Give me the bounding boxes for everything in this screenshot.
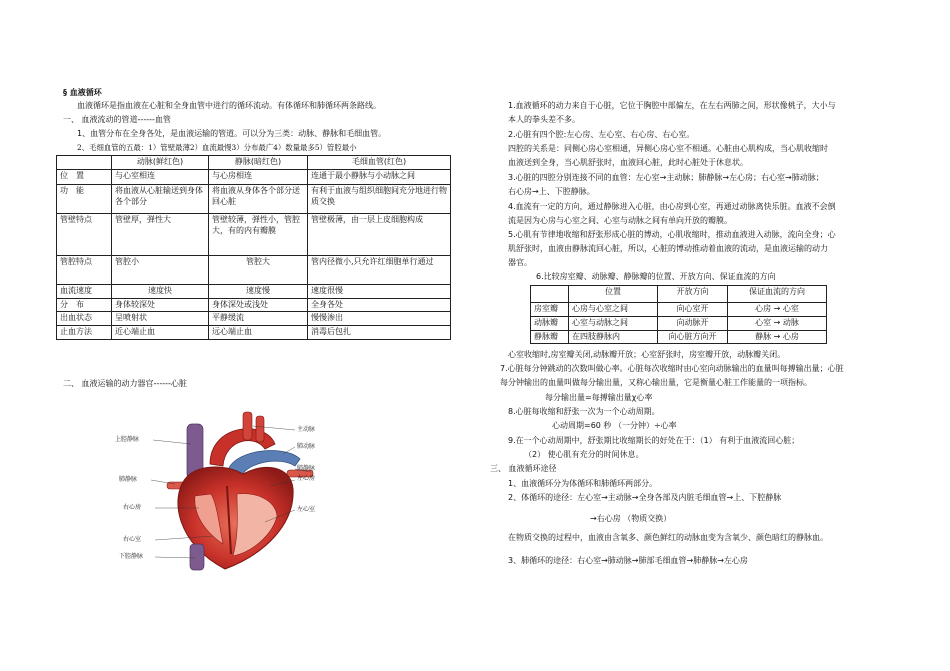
p10-paragraph: 8.心脏每收缩和舒张一次为一个心动周期。 [508,407,660,416]
p4-line2: 右心房→上、下腔静脉。 [508,187,595,196]
table-cell: 管腔特点 [57,255,112,284]
item1-paragraph: 1、血管分布在全身各处，是血液运输的管道。可以分为三类：动脉、静脉和毛细血管。 [77,129,387,138]
label-left-ventricle: 左心室 [297,506,316,513]
table-cell: 管壁特点 [57,213,112,255]
part1-heading: 一、 血液流动的管道------血管 [63,115,171,124]
p3-line2: 血液送到全身，当心肌舒张时，血液回心脏，此时心脏处于休息状。 [508,158,748,167]
table-cell: 动脉瓣 [531,316,569,330]
formula-cycle: 心动周期=60 秒 （一分钟）÷心率 [552,421,677,430]
table-cell: 管内径微小,只允许红细胞单行通过 [308,255,451,284]
table-header-cell: 静脉(暗红色) [209,156,308,170]
table-cell: 将血液从心脏输送到身体各个部分 [112,184,209,213]
label-pulmonary-vein-left: 肺静脉 [119,476,138,483]
table-cell: 向心室开 [658,303,728,317]
label-pulmonary-vein-right: 肺静脉 [297,465,316,472]
table-cell: 呈喷射状 [112,312,209,326]
p8-paragraph: 心室收缩时,房室瓣关闭,动脉瓣开放；心室舒张时，房室瓣开放，动脉瓣关闭。 [508,350,786,359]
label-right-ventricle: 右心室 [123,536,142,543]
table-cell: 管腔大 [209,255,308,284]
p6-line1: 5.心肌有节律地收缩和舒张形成心脏的博动，心肌收缩时，推动血液进入动脉，流向全身；心 [508,230,836,239]
table-cell: 房室瓣 [531,303,569,317]
table-cell: 慢慢渗出 [308,312,451,326]
table-cell: 向动脉开 [658,316,728,330]
table-cell: 身体较深处 [112,298,209,312]
p11-line2: （2） 使心肌有充分的时间休息。 [524,450,644,459]
table-cell: 管壁较薄，弹性小，管腔大，有的内有瓣膜 [209,213,308,255]
c1-paragraph: 1、血液循环分为体循环和肺循环两部分。 [508,479,658,488]
label-superior-vena-cava: 上腔静脉 [115,436,140,443]
section-title: § 血液循环 [63,88,102,97]
table-cell: 将血液从身体各个部分送回心脏 [209,184,308,213]
label-aorta: 主动脉 [297,426,316,433]
table-cell [531,286,569,303]
table-cell: 血流速度 [57,284,112,298]
part2-heading: 二、 血液运输的动力器官------心脏 [63,379,187,388]
table-row [531,316,827,330]
p1-line2: 本人的拳头差不多。 [508,115,580,124]
c2-continued: →右心房 （物质交换） [590,514,672,523]
table-cell: 与心房相连 [209,169,308,184]
vessel-table-header [57,156,451,170]
label-right-atrium: 右心房 [123,504,142,511]
table-cell: 位 置 [57,169,112,184]
table-cell: 管壁厚，弹性大 [112,213,209,255]
table-header-cell: 动脉(鲜红色) [112,156,209,170]
table-row [57,326,451,340]
table-row [57,298,451,312]
table-cell: 分 布 [57,298,112,312]
table-cell: 功 能 [57,184,112,213]
table-header-cell: 毛细血管(红色) [308,156,451,170]
table-cell: 全身各处 [308,298,451,312]
table-cell: 出血状态 [57,312,112,326]
table-cell [57,156,112,170]
table-cell: 向心脏方向开 [658,330,728,344]
table-cell: 心房 → 心室 [728,303,827,317]
intro-paragraph: 血液循环是指血液在心脏和全身血管中进行的循环流动。有体循环和肺循环两条路线。 [77,101,381,110]
c4-paragraph: 3、肺循环的途径：右心室→肺动脉→肺部毛细血管→肺静脉→左心房 [508,556,748,565]
label-pulmonary-artery: 肺动脉 [297,443,316,450]
table-cell: 管腔小 [112,255,209,284]
table-header-cell: 开放方向 [658,286,728,303]
valve-table [530,285,827,344]
formula-output: 每分输出量=每搏输出量χ心率 [545,393,653,402]
table-cell: 静脉瓣 [531,330,569,344]
label-inferior-vena-cava: 下腔静脉 [119,553,144,560]
table-cell: 在四肢静脉内 [569,330,658,344]
p11-line1: 9.在一个心动周期中，舒张期比收缩期长的好处在于：（1） 有利于血液流回心脏； [508,436,800,445]
table-row [57,169,451,184]
valve-table-header [531,286,827,303]
table-cell: 心房与心室之间 [569,303,658,317]
c3-paragraph: 在物质交换的过程中，血液由含氧多、颜色鲜红的动脉血变为含氧少、颜色暗红的静脉血。 [508,533,828,542]
table-cell: 连通于最小静脉与小动脉之间 [308,169,451,184]
p1-line1: 1.血液循环的动力来自于心脏，它位于胸腔中部偏左，在左右两肺之间，形状像桃子，大小与 [508,101,836,110]
p2-paragraph: 2.心脏有四个腔:左心房、左心室、右心房、右心室。 [508,130,695,139]
table-cell: 速度快 [112,284,209,298]
table-cell: 速度很慢 [308,284,451,298]
table-cell: 平静缓流 [209,312,308,326]
table-cell: 与心室相连 [112,169,209,184]
table-cell: 身体深处或浅处 [209,298,308,312]
table-row [57,284,451,298]
table-header-cell: 保证血流的方向 [728,286,827,303]
table-cell: 管壁极薄，由一层上皮细胞构成 [308,213,451,255]
p6-line3: 器官。 [508,258,532,267]
table-cell: 远心端止血 [209,326,308,340]
p9-line1: 7.心脏每分钟跳动的次数叫做心率。心脏每次收缩时由心室向动脉输出的血量叫每搏输出量；心脏 [500,364,844,373]
p9-line2: 每分钟输出的血量叫做每分输出量，又称心输出量，它是衡量心脏工作能量的一项指标。 [500,378,812,387]
part3-heading: 三、 血液循环途径 [490,464,557,473]
p7-title: 6.比较房室瓣、动脉瓣、静脉瓣的位置、开放方向、保证血流的方向 [536,272,776,281]
table-cell: 心室 → 动脉 [728,316,827,330]
p5-line1: 4.血流有一定的方向，通过静脉进入心脏，由心房到心室，再通过动脉离快乐脏。血液不会倒 [508,202,836,211]
table-row [57,255,451,284]
table-cell: 近心端止血 [112,326,209,340]
table-row [531,303,827,317]
table-row [57,213,451,255]
table-header-cell: 位置 [569,286,658,303]
vessel-table [56,155,451,340]
table-row [57,184,451,213]
p5-line2: 流是因为心房与心室之间、心室与动脉之间有单向开放的瓣膜。 [508,216,732,225]
table-cell: 心室与动脉之间 [569,316,658,330]
label-left-atrium: 左心房 [297,475,316,482]
p3-line1: 四腔的关系是：同侧心房心室相通，异侧心房心室不相通。心脏由心肌构成，当心肌收缩时 [508,144,828,153]
p4-line1: 3.心脏的四腔分别连接不同的血管：左心室→主动脉；肺静脉→左心房；右心室→肺动脉； [508,173,824,182]
table-cell: 止血方法 [57,326,112,340]
table-cell: 静脉 → 心房 [728,330,827,344]
table-cell: 消毒后包扎 [308,326,451,340]
table-cell: 速度慢 [209,284,308,298]
table-row [531,330,827,344]
table-cell: 有利于血液与组织细胞间充分地进行物质交换 [308,184,451,213]
c2-paragraph: 2、体循环的途径：左心室→主动脉→全身各部及内脏毛细血管→上、下腔静脉 [508,493,782,502]
item2-paragraph: 2、毛细血管的五最：1）管壁最薄2）血流最慢3）分布最广4）数量最多5）管腔最小 [77,143,357,152]
heart-diagram [115,404,350,574]
table-row [57,312,451,326]
p6-line2: 肌舒张时，血液由静脉流回心脏，所以，心脏的博动推动着血液的流动，是血液运输的动力 [508,244,828,253]
